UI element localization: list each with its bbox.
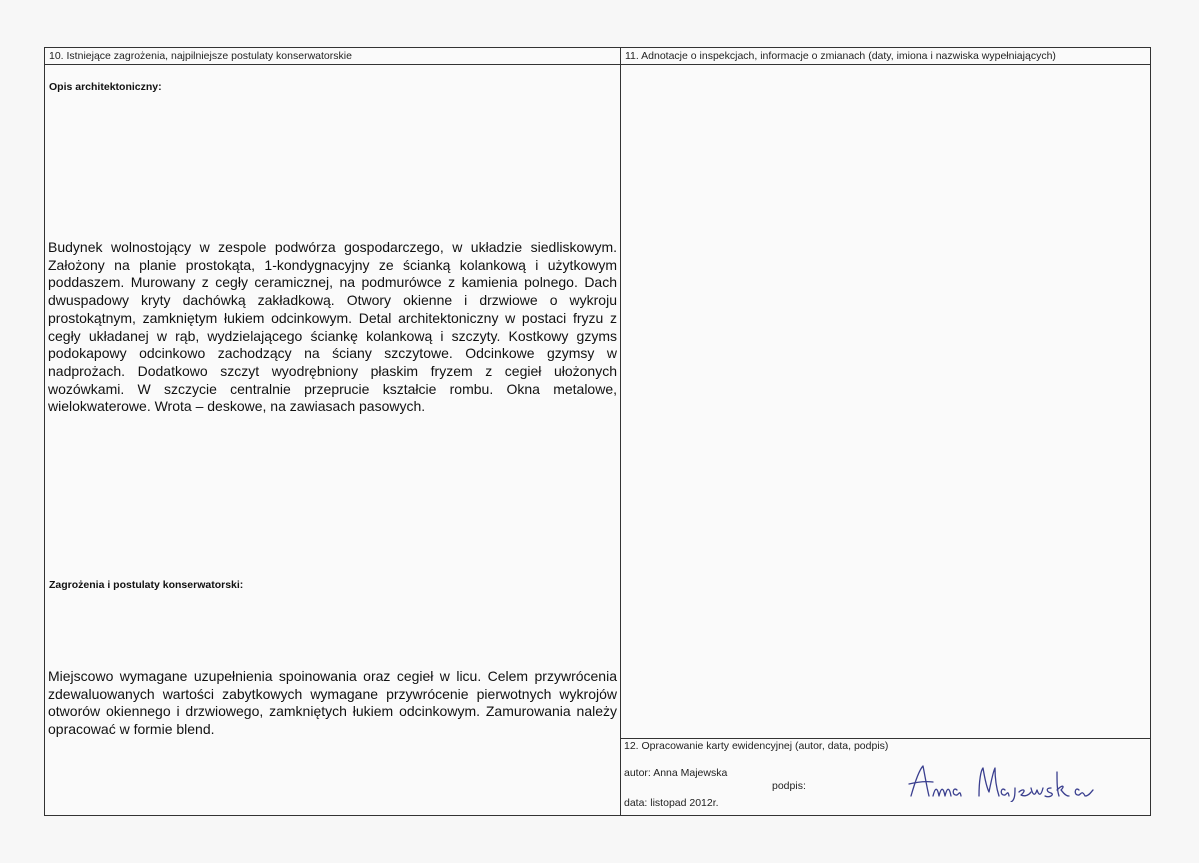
section-10-title: 10. Istniejące zagrożenia, najpilniejsze postulaty konserwatorskie bbox=[49, 50, 352, 62]
section-12-title: 12. Opracowanie karty ewidencyjnej (autor, data, podpis) bbox=[624, 740, 889, 752]
threats-heading: Zagrożenia i postulaty konserwatorski: bbox=[49, 579, 244, 591]
section-12-divider bbox=[620, 738, 1151, 739]
author-line: autor: Anna Majewska bbox=[624, 767, 728, 779]
arch-description-text: Budynek wolnostojący w zespole podwórza gospodarczego, w układzie siedliskowym. Założony na planie prostokąta, 1-kondygnacyjny ze ścianką kolankową i użytkowym poddaszem. Murowany z cegły ceramicznej, na podmurówce z kamienia polnego. Dach dwuspadowy kryty dachówką zakładkową. Otwory okienne i drzwiowe o wykroju prostokątnym, zamkniętym łukiem odcinkowym. Detal architektoniczny w postaci fryzu z cegły układanej w rąb, wydzielającego ściankę kolankową i szczyty. Kostkowy gzyms podokapowy odcinkowo zachodzący na ściany szczytowe. Odcinkowe gzymsy w nadprożach. Dodatkowo szczyt wyodrębniony płaskim fryzem z cegieł ułożonych wozówkami. W szczycie centralnie przeprucie kształcie rombu. Okna metalowe, wielokwaterowe. Wrota – deskowe, na zawiasach pasowych. bbox=[48, 239, 617, 415]
signature-label: podpis: bbox=[772, 780, 806, 792]
column-divider bbox=[620, 47, 621, 816]
header-divider bbox=[44, 64, 1151, 65]
date-line: data: listopad 2012r. bbox=[624, 797, 719, 809]
arch-description-heading: Opis architektoniczny: bbox=[49, 81, 162, 93]
handwritten-signature bbox=[905, 762, 1095, 802]
section-11-title: 11. Adnotacje o inspekcjach, informacje o zmianach (daty, imiona i nazwiska wypełniających) bbox=[625, 50, 1056, 62]
threats-text: Miejscowo wymagane uzupełnienia spoinowania oraz cegieł w licu. Celem przywrócenia zdewaluowanych wartości zabytkowych wymagane przywrócenie pierwotnych wykrojów otworów okiennego i drzwiowego, zamkniętych łukiem odcinkowym. Zamurowania należy opracować w formie blend. bbox=[48, 668, 617, 738]
